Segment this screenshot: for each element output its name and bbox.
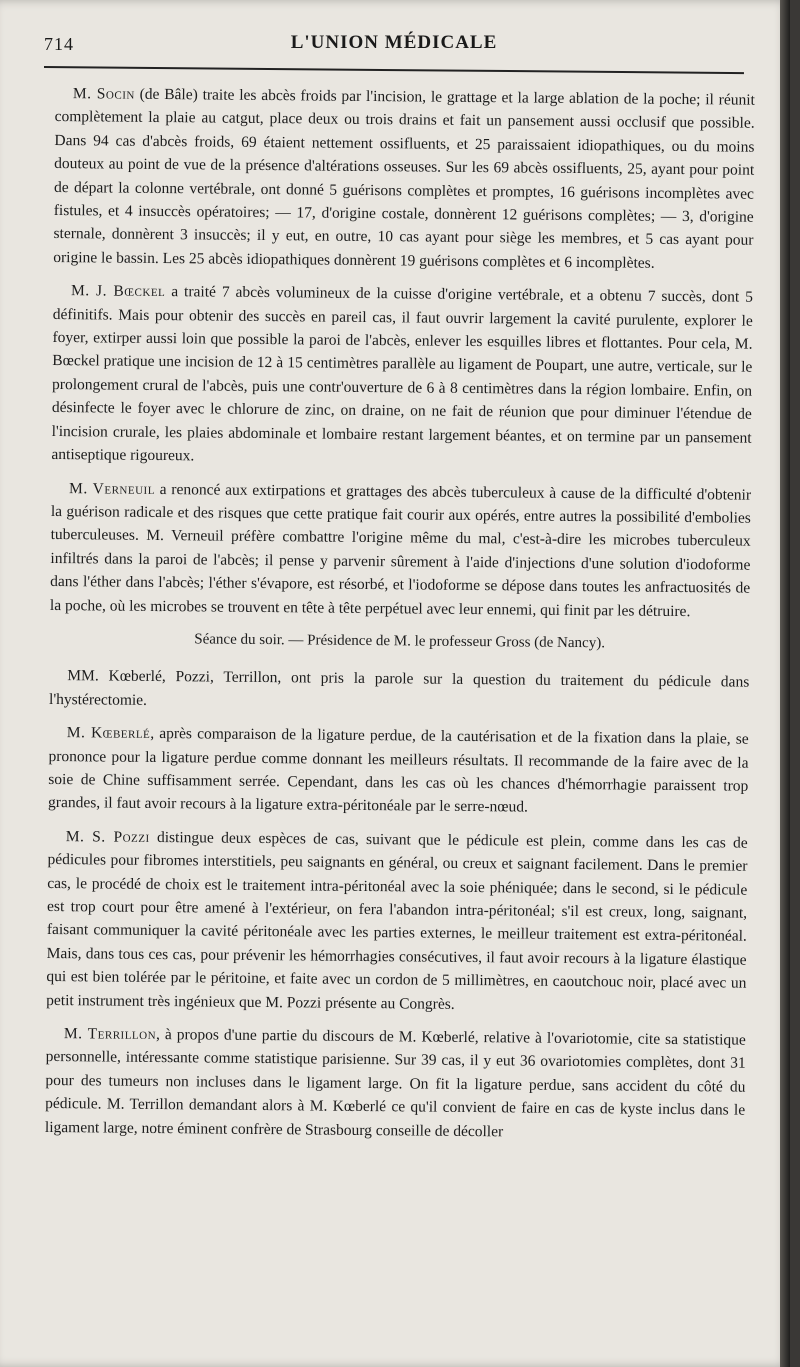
paragraph-terrillon (45, 1022, 746, 1146)
paragraph-koeberle (48, 721, 749, 821)
page-edge-shadow (780, 0, 790, 1367)
article-body (45, 82, 755, 1156)
header-rule (44, 66, 744, 74)
paragraph-text: a traité 7 abcès volumineux de la cuisse d'origine vertébrale, et a obtenu 7 succès, dont 5 définitifs. Mais pour obtenir des succès en pareil cas, il faut ouvrir largement la cavité purulente, explorer le foyer, extirper aussi loin que possible la paroi de l'abcès, enlever les esquilles libres et flottantes. Pour cela, M. Bœckel pratique une incision de 12 à 15 centimètres parallèle au ligament de Poupart, une autre, verticale, sur le prolongement crural de l'abcès, puis une contr'ouverture de 6 à 8 centimètres dans la région lombaire. Enfin, on désinfecte le foyer avec le chlorure de zinc, on draine, on ne fait de réunion que pour diminuer l'étendue de l'incision crurale, les plaies abdominale et lombaire restant largement béantes, et on termine par un pansement antiseptique rigoureux. (51, 283, 754, 465)
paragraph-text: a renoncé aux extirpations et grattages des abcès tuberculeux à cause de la difficulté d'obtenir la guérison radicale et des risques que cette pratique fait courir aux opérés, entre autres la possibilité d'embolies tuberculeuses. M. Verneuil préfère combattre l'origine même du mal, c'est-à-dire les microbes tuberculeux infiltrés dans la paroi de l'abcès; il pense y parvenir sûrement à l'aide d'injections d'une solution d'iodoforme dans l'éther dans l'abcès; l'éther s'évapore, est résorbé, et l'iodoforme se dépose dans toutes les anfractuosités de la poche, où les microbes se trouvent en tête à tête perpétuel avec leur ennemi, qui finit par les détruire. (49, 480, 752, 620)
paragraph-intro-evening (49, 664, 749, 718)
speaker-name: M. J. Bœckel (70, 282, 166, 301)
paragraph-text: , après comparaison de la ligature perdue, de la cautérisation et de la fixation dans la plaie, se prononce pour la ligature perdue comme donnant les meilleurs résultats. Il recommande de la faire avec de la soie de Chine suffisamment serrée. Cependant, dans les cas où les chances d'hémorrhagie paraissent trop grandes, il faut avoir recours à la ligature extra-péritonéale par le serre-nœud. (47, 725, 749, 816)
paragraph-boeckel (51, 279, 753, 473)
journal-title: L'UNION MÉDICALE (290, 32, 498, 53)
paragraph-text: , à propos d'une partie du discours de M. Kœberlé, relative à l'ovariotomie, cite sa statistique personnelle, intéressante comme statistique parisienne. Sur 39 cas, il y eut 36 ovariotomies complètes, dont 31 pour des tumeurs non incluses dans le ligament large. On fit la ligature perdue, sans accident du côté du pédicule. M. Terrillon demandant alors à M. Kœberlé ce qu'il convient de faire en cas de kyste inclus dans le ligament large, notre éminent confrère de Strasbourg conseille de décoller (44, 1026, 746, 1141)
paragraph-socin (53, 82, 755, 276)
paragraph-text: (de Bâle) traite les abcès froids par l'incision, le grattage et la large ablation de la poche; il réunit complètement la plaie au catgut, place deux ou trois drains et fait un pansement aussi occlusif que possible. Dans 94 cas d'abcès froids, 69 étaient nettement ossifluents, et 25 paraissaient idiopathiques, ou du moins douteux au point de vue de la présence d'altérations osseuses. Sur les 69 abcès ossifluents, 25, ayant pour point de départ la colonne vertébrale, ont donné 5 guérisons complètes et promptes, 16 guérisons incomplètes avec fistules, et 4 insuccès opératoires; — 17, d'origine costale, donnèrent 12 guérisons complètes; — 3, d'origine sternale, donnèrent 3 insuccès; il y eut, en outre, 10 cas ayant pour siège les membres, et 5 cas ayant pour origine le bassin. Les 25 abcès idiopathiques donnèrent 19 guérisons complètes et 6 incomplètes. (53, 85, 755, 272)
paragraph-text: MM. Kœberlé, Pozzi, Terrillon, ont pris la parole sur la question du traitement du pédicule dans l'hystérectomie. (48, 667, 750, 709)
page-header (44, 30, 744, 60)
speaker-name: M. Terrillon (63, 1025, 157, 1044)
paragraph-text: distingue deux espèces de cas, suivant que le pédicule est plein, comme dans les cas de pédicules pour fibromes interstitiels, peu saignants en général, ou creux et saignant facilement. Dans le premier cas, le procédé de choix est le traitement intra-péritonéal avec la soie phéniquée; dans le second, si le pédicule est trop court pour être amené à l'extérieur, on fera l'abandon intra-péritonéal; s'il est creux, long, saignant, faisant communiquer la cavité péritonéale avec les parties externes, le meilleur traitement est extra-péritonéal. Mais, dans tous ces cas, pour prévenir les hémorrhagies consécutives, il faut avoir recours à la ligature élastique qui est bien tolérée par le péritoine, et faite avec un cordon de 5 millimètres, en caoutchouc noir, placé avec un petit instrument très ingénieux que M. Pozzi présente au Congrès. (46, 828, 748, 1013)
page-number: 714 (44, 34, 74, 54)
paragraph-pozzi (46, 825, 748, 1019)
paragraph-verneuil (50, 476, 751, 623)
speaker-name: M. S. Pozzi (65, 827, 150, 846)
speaker-name: M. Verneuil (69, 479, 156, 498)
speaker-name: M. Kœberlé (66, 724, 151, 743)
session-heading: Séance du soir. — Présidence de M. le professeur Gross (de Nancy). (194, 631, 606, 652)
speaker-name: M. Socin (72, 85, 135, 103)
